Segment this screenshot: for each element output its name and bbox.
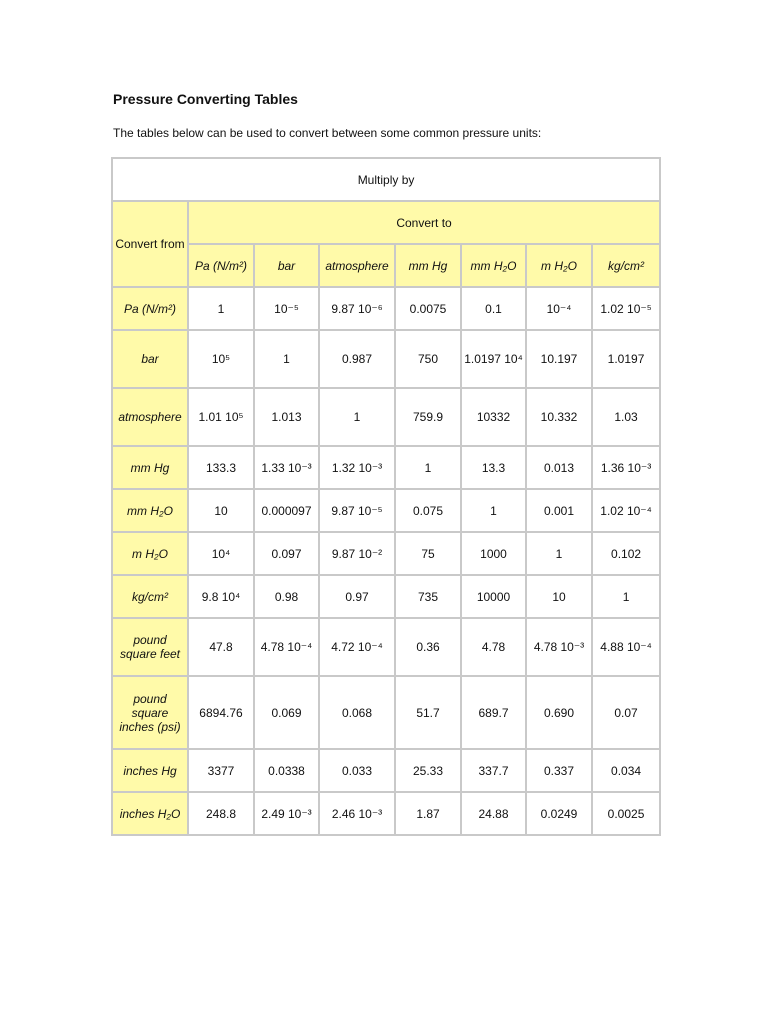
table-row (112, 287, 660, 330)
row-header: Pa (N/m²) (112, 287, 188, 330)
row-header: pound square inches (psi) (112, 676, 188, 749)
table-row (112, 388, 660, 446)
table-cell: 4.78 (461, 618, 526, 676)
table-cell: 0.097 (254, 532, 319, 575)
table-cell: 10 (188, 489, 254, 532)
table-cell: 1.0197 (592, 330, 660, 388)
table-row (112, 792, 660, 835)
table-cell: 1.02 10⁻⁵ (592, 287, 660, 330)
table-cell: 1 (319, 388, 395, 446)
table-cell: 1.33 10⁻³ (254, 446, 319, 489)
row-header: kg/cm² (112, 575, 188, 618)
table-row (112, 749, 660, 792)
table-cell: 10.332 (526, 388, 592, 446)
table-cell: 6894.76 (188, 676, 254, 749)
table-cell: 9.87 10⁻⁶ (319, 287, 395, 330)
table-cell: 10.197 (526, 330, 592, 388)
row-header: inches H₂O (112, 792, 188, 835)
table-cell: 2.49 10⁻³ (254, 792, 319, 835)
column-header: mm H₂O (461, 244, 526, 287)
table-cell: 75 (395, 532, 461, 575)
table-cell: 133.3 (188, 446, 254, 489)
column-header: mm Hg (395, 244, 461, 287)
table-cell: 1 (526, 532, 592, 575)
table-cell: 0.337 (526, 749, 592, 792)
table-cell: 24.88 (461, 792, 526, 835)
table-cell: 1.01 10⁵ (188, 388, 254, 446)
table-cell: 2.46 10⁻³ (319, 792, 395, 835)
table-cell: 1.32 10⁻³ (319, 446, 395, 489)
row-header: mm H₂O (112, 489, 188, 532)
table-cell: 25.33 (395, 749, 461, 792)
table-cell: 0.034 (592, 749, 660, 792)
table-cell: 1.36 10⁻³ (592, 446, 660, 489)
table-cell: 1.87 (395, 792, 461, 835)
table-row (112, 618, 660, 676)
table-cell: 4.78 10⁻³ (526, 618, 592, 676)
table-cell: 10332 (461, 388, 526, 446)
table-cell: 0.0338 (254, 749, 319, 792)
table-cell: 248.8 (188, 792, 254, 835)
table-cell: 1 (188, 287, 254, 330)
table-cell: 750 (395, 330, 461, 388)
column-header: Pa (N/m²) (188, 244, 254, 287)
page-title: Pressure Converting Tables (113, 91, 298, 107)
table-cell: 9.87 10⁻⁵ (319, 489, 395, 532)
table-cell: 0.033 (319, 749, 395, 792)
table-cell: 0.1 (461, 287, 526, 330)
row-header: pound square feet (112, 618, 188, 676)
table-cell: 10⁵ (188, 330, 254, 388)
table-cell: 1 (461, 489, 526, 532)
table-cell: 0.690 (526, 676, 592, 749)
table-cell: 10⁻⁴ (526, 287, 592, 330)
table-cell: 0.0075 (395, 287, 461, 330)
table-cell: 3377 (188, 749, 254, 792)
table-row (112, 532, 660, 575)
table-cell: 1.0197 10⁴ (461, 330, 526, 388)
column-header: kg/cm² (592, 244, 660, 287)
table-cell: 1 (395, 446, 461, 489)
table-cell: 47.8 (188, 618, 254, 676)
table-row (112, 575, 660, 618)
table-cell: 0.013 (526, 446, 592, 489)
table-cell: 10000 (461, 575, 526, 618)
table-cell: 337.7 (461, 749, 526, 792)
table-cell: 10⁻⁵ (254, 287, 319, 330)
table-cell: 0.36 (395, 618, 461, 676)
table-cell: 0.068 (319, 676, 395, 749)
table-cell: 0.075 (395, 489, 461, 532)
table-cell: 689.7 (461, 676, 526, 749)
table-cell: 9.87 10⁻² (319, 532, 395, 575)
table-cell: 0.97 (319, 575, 395, 618)
column-header: bar (254, 244, 319, 287)
table-cell: 1.03 (592, 388, 660, 446)
table-cell: 0.07 (592, 676, 660, 749)
table-cell: 10⁴ (188, 532, 254, 575)
column-header: atmosphere (319, 244, 395, 287)
row-header: atmosphere (112, 388, 188, 446)
convert-from-header: Convert from (112, 201, 188, 287)
column-header: m H₂O (526, 244, 592, 287)
convert-to-header: Convert to (188, 201, 660, 244)
table-row (112, 489, 660, 532)
table-cell: 1000 (461, 532, 526, 575)
table-cell: 4.72 10⁻⁴ (319, 618, 395, 676)
table-cell: 10 (526, 575, 592, 618)
pressure-conversion-table (111, 157, 661, 836)
table-cell: 1.013 (254, 388, 319, 446)
table-row (112, 446, 660, 489)
table-row (112, 676, 660, 749)
multiply-by-header: Multiply by (112, 158, 660, 201)
table-cell: 51.7 (395, 676, 461, 749)
row-header: inches Hg (112, 749, 188, 792)
table-cell: 0.000097 (254, 489, 319, 532)
table-cell: 0.102 (592, 532, 660, 575)
row-header: m H₂O (112, 532, 188, 575)
table-cell: 1 (592, 575, 660, 618)
row-header: mm Hg (112, 446, 188, 489)
table-cell: 13.3 (461, 446, 526, 489)
table-cell: 0.98 (254, 575, 319, 618)
table-cell: 4.78 10⁻⁴ (254, 618, 319, 676)
table-cell: 0.001 (526, 489, 592, 532)
table-cell: 0.0025 (592, 792, 660, 835)
table-row (112, 330, 660, 388)
table-cell: 0.069 (254, 676, 319, 749)
table-cell: 0.0249 (526, 792, 592, 835)
table-cell: 9.8 10⁴ (188, 575, 254, 618)
table-cell: 1.02 10⁻⁴ (592, 489, 660, 532)
table-cell: 735 (395, 575, 461, 618)
intro-text: The tables below can be used to convert between some common pressure units: (113, 126, 542, 140)
table-cell: 0.987 (319, 330, 395, 388)
table-cell: 4.88 10⁻⁴ (592, 618, 660, 676)
table-cell: 1 (254, 330, 319, 388)
row-header: bar (112, 330, 188, 388)
table-cell: 759.9 (395, 388, 461, 446)
